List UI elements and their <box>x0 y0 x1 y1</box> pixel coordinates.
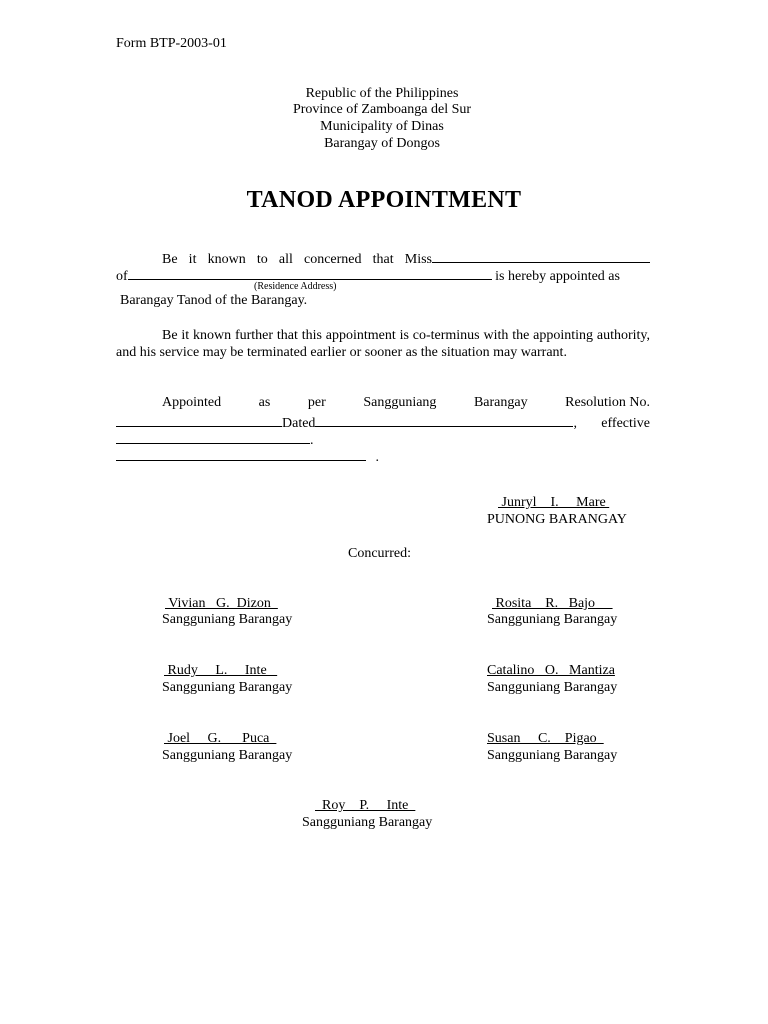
header-line-2: Province of Zamboanga del Sur <box>292 102 472 117</box>
form-number: Form BTP-2003-01 <box>116 36 227 51</box>
para3-word-1: Appointed <box>162 395 222 410</box>
signatory-title: Sangguniang Barangay <box>487 748 618 763</box>
signatory-title: Sangguniang Barangay <box>302 815 433 830</box>
para3-line4 <box>116 446 379 466</box>
signatory-title: Sangguniang Barangay <box>487 612 618 627</box>
signatory-name: Catalino O. Mantiza <box>487 663 615 678</box>
punong-barangay-title: PUNONG BARANGAY <box>487 512 627 527</box>
residence-address-blank[interactable] <box>128 265 492 280</box>
punong-barangay-name: Junryl I. Mare <box>498 495 610 510</box>
para1-of: of <box>116 269 128 284</box>
para3-line1 <box>116 395 650 411</box>
signatory-title: Sangguniang Barangay <box>162 612 293 627</box>
signatory-title: Sangguniang Barangay <box>162 680 293 695</box>
para3-word-3: per <box>307 395 326 410</box>
para3-comma: , <box>573 416 577 431</box>
effective-date-blank[interactable] <box>116 429 310 444</box>
signatory-name: Susan C. Pigao <box>487 731 604 746</box>
para1-line3: Barangay Tanod of the Barangay. <box>120 293 308 308</box>
para3-period-2: . <box>375 450 379 465</box>
dated-blank[interactable] <box>315 412 573 427</box>
para3-word-2: as <box>258 395 271 410</box>
para1-line2 <box>116 265 620 285</box>
residence-address-label: (Residence Address) <box>254 281 337 292</box>
signatory-name: Rudy L. Inte <box>164 663 278 678</box>
para3-effective: effective <box>601 416 650 431</box>
para1-appointed: is hereby appointed as <box>495 269 620 284</box>
para3-word-4: Sangguniang <box>363 395 437 410</box>
signatory-title: Sangguniang Barangay <box>162 748 293 763</box>
para3-word-6: Resolution No. <box>565 395 650 410</box>
header-line-1: Republic of the Philippines <box>305 86 459 101</box>
header-line-3: Municipality of Dinas <box>320 119 444 134</box>
header-line-4: Barangay of Dongos <box>324 136 440 151</box>
resolution-number-blank[interactable] <box>116 412 282 427</box>
paragraph-2: Be it known further that this appointment is co-terminus with the appointing authority, and his service may be terminated earlier or sooner as the situation may warrant. <box>116 328 650 360</box>
para3-word-5: Barangay <box>473 395 528 410</box>
concurred-label: Concurred: <box>348 546 411 561</box>
para3-period-1: . <box>310 433 314 448</box>
signatory-name: Joel G. Puca <box>164 731 277 746</box>
para1-intro: Be it known to all concerned that Miss <box>162 252 432 267</box>
signatory-name: Rosita R. Bajo <box>492 596 613 611</box>
signatory-name: Roy P. Inte <box>315 798 416 813</box>
appointee-name-blank[interactable] <box>432 248 650 263</box>
para3-dated: Dated <box>282 416 316 431</box>
signatory-title: Sangguniang Barangay <box>487 680 618 695</box>
document-title: TANOD APPOINTMENT <box>246 187 522 213</box>
extra-blank[interactable] <box>116 446 366 461</box>
signatory-name: Vivian G. Dizon <box>165 596 278 611</box>
